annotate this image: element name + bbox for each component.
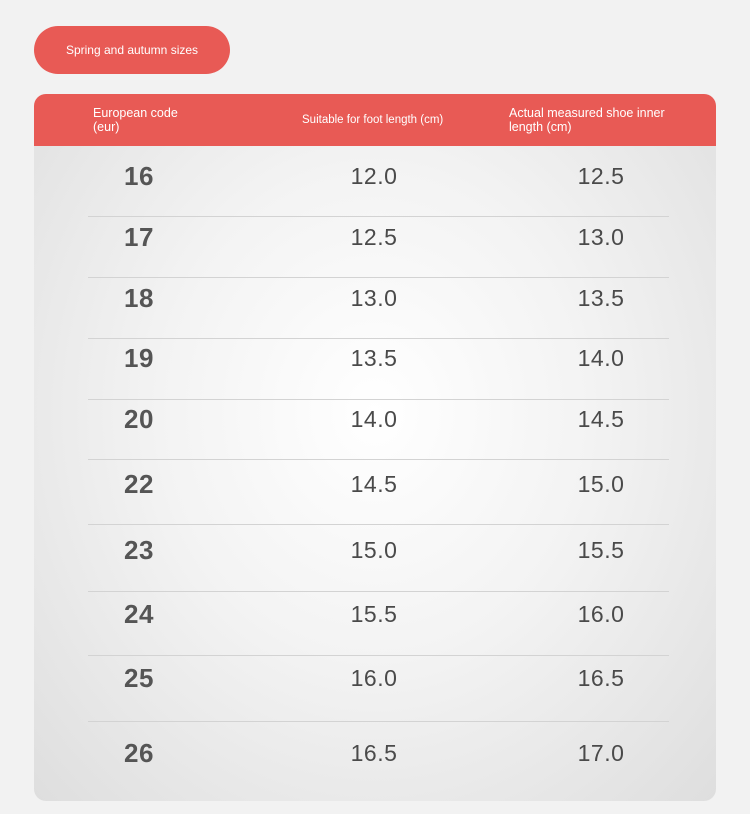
row-divider — [88, 524, 669, 525]
cell-inner-length: 17.0 — [577, 739, 625, 766]
header-european-code: European code (eur) — [93, 106, 178, 134]
row-divider — [88, 655, 669, 656]
table-row — [34, 450, 716, 518]
cell-european-code: 23 — [124, 534, 154, 565]
cell-european-code: 25 — [124, 662, 154, 693]
row-divider — [88, 591, 669, 592]
cell-european-code: 16 — [124, 160, 154, 191]
table-row — [34, 518, 716, 582]
row-divider — [88, 721, 669, 722]
cell-inner-length: 12.5 — [577, 162, 625, 189]
cell-foot-length: 15.5 — [350, 600, 398, 627]
cell-european-code: 18 — [124, 282, 154, 313]
cell-inner-length: 13.0 — [577, 223, 625, 250]
cell-foot-length: 12.5 — [350, 223, 398, 250]
row-divider — [88, 277, 669, 278]
cell-inner-length: 15.5 — [577, 536, 625, 563]
row-divider — [88, 459, 669, 460]
cell-foot-length: 15.0 — [350, 536, 398, 563]
row-divider — [88, 399, 669, 400]
cell-foot-length: 16.5 — [350, 739, 398, 766]
cell-european-code: 22 — [124, 468, 154, 499]
season-badge — [34, 26, 230, 74]
cell-inner-length: 16.5 — [577, 664, 625, 691]
table-body — [34, 146, 716, 801]
header-inner-length: Actual measured shoe inner length (cm) — [509, 106, 665, 134]
size-chart-table — [34, 94, 716, 801]
cell-european-code: 26 — [124, 737, 154, 768]
cell-european-code: 24 — [124, 598, 154, 629]
table-header — [34, 94, 716, 146]
cell-inner-length: 13.5 — [577, 284, 625, 311]
cell-european-code: 20 — [124, 404, 154, 434]
cell-european-code: 17 — [124, 221, 154, 252]
cell-inner-length: 14.5 — [577, 406, 625, 432]
cell-foot-length: 16.0 — [350, 664, 398, 691]
cell-foot-length: 14.5 — [350, 470, 398, 497]
cell-foot-length: 13.0 — [350, 284, 398, 311]
table-row — [34, 710, 716, 796]
cell-foot-length: 14.0 — [350, 406, 398, 432]
row-divider — [88, 338, 669, 339]
header-foot-length: Suitable for foot length (cm) — [302, 114, 444, 126]
cell-inner-length: 14.0 — [577, 345, 625, 371]
table-row — [34, 146, 716, 206]
row-divider — [88, 216, 669, 217]
cell-inner-length: 15.0 — [577, 470, 625, 497]
cell-inner-length: 16.0 — [577, 600, 625, 627]
cell-european-code: 19 — [124, 343, 154, 373]
season-badge-label: Spring and autumn sizes — [65, 43, 199, 57]
cell-foot-length: 12.0 — [350, 162, 398, 189]
cell-foot-length: 13.5 — [350, 345, 398, 371]
